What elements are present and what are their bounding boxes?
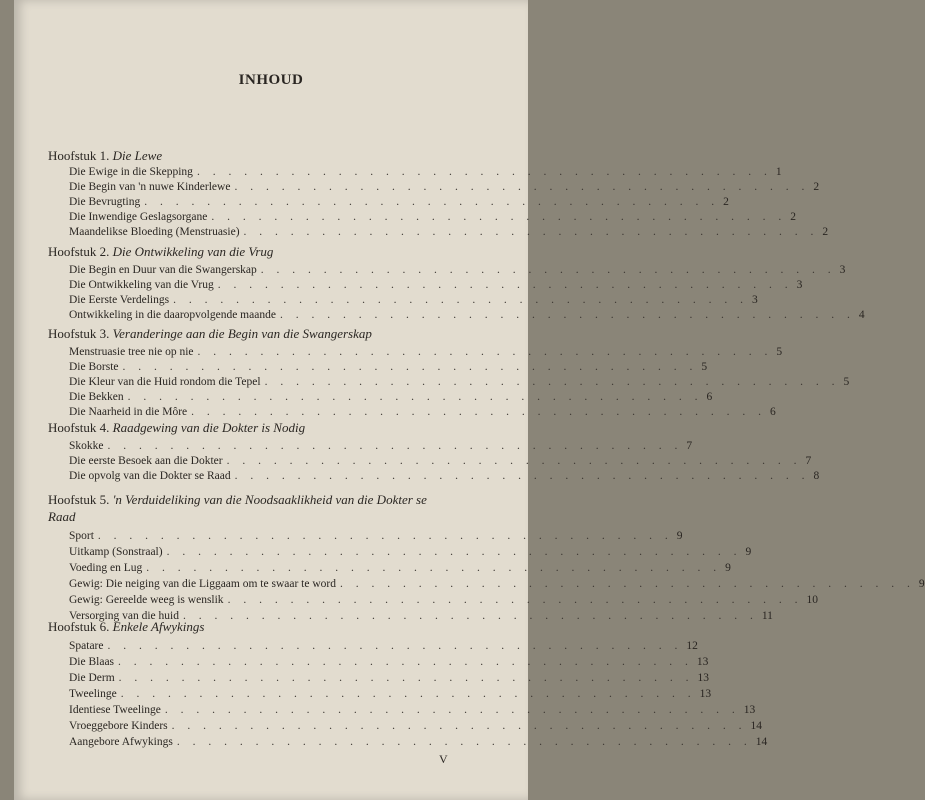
toc-entry-page: 5 (776, 346, 783, 358)
toc-entry-page: 7 (686, 440, 693, 452)
toc-entry-text: Die eerste Besoek aan die Dokter (69, 455, 223, 467)
toc-entry-text: Die Blaas (69, 656, 115, 668)
toc-entry-page: 13 (699, 688, 712, 700)
toc-entry-text: Die Begin en Duur van die Swangerskap (69, 264, 257, 276)
toc-entry-text: Die Ewige in die Skepping (69, 166, 193, 178)
toc-entry-page: 9 (918, 578, 925, 590)
dot-leader: . . . . . . . . . . . . . . . . . . . . . . . . . . . . . . . . . . . . . (211, 211, 787, 223)
toc-entry-page: 13 (697, 672, 710, 684)
toc-entry-text: Die Naarheid in die Môre (69, 406, 188, 418)
toc-entry-page: 6 (706, 391, 713, 403)
toc-entry-page: 13 (743, 704, 756, 716)
chapter-heading (48, 619, 438, 635)
dot-leader: . . . . . . . . . . . . . . . . . . . . . . . . . . . . . . . . . . . . . (339, 578, 915, 590)
dot-leader: . . . . . . . . . . . . . . . . . . . . . . . . . . . . . . . . . . . . . (264, 376, 840, 388)
chapter-number: Hoofstuk 4. (48, 420, 110, 435)
dot-leader: . . . . . . . . . . . . . . . . . . . . . . . . . . . . . . . . . . . . . (120, 688, 696, 700)
toc-entry (69, 293, 758, 307)
toc-entry-page: 14 (755, 736, 768, 748)
toc-entry (69, 360, 708, 374)
toc-entry (69, 375, 850, 389)
toc-entry-page: 7 (805, 455, 812, 467)
toc-entry-page: 8 (813, 470, 820, 482)
toc-entry-text: Die Derm (69, 672, 115, 684)
toc-entry (69, 390, 713, 404)
toc-entry-page: 3 (751, 294, 758, 306)
toc-entry-page: 9 (725, 562, 731, 574)
toc-entry-text: Spatare (69, 640, 104, 652)
toc-entry (69, 345, 783, 359)
toc-entry-text: Voeding en Lug (69, 562, 143, 574)
chapter-heading (48, 148, 438, 164)
dot-leader: . . . . . . . . . . . . . . . . . . . . . . . . . . . . . . . . . . . . . (227, 594, 803, 606)
toc-entry-page: 11 (761, 610, 773, 622)
toc-entry (69, 703, 756, 717)
toc-entry (69, 687, 712, 701)
toc-entry-text: Die Bevrugting (69, 196, 141, 208)
dot-leader: . . . . . . . . . . . . . . . . . . . . . . . . . . . . . . . . . . . . . (118, 672, 694, 684)
page-title: INHOUD (238, 72, 304, 88)
toc-entry-page: 6 (770, 406, 776, 418)
toc-entry-text: Die Bekken (69, 391, 124, 403)
toc-entry-text: Uitkamp (Sonstraal) (69, 546, 163, 558)
toc-entry-text: Identiese Tweelinge (69, 704, 161, 716)
toc-entry-text: Tweelinge (69, 688, 117, 700)
dot-leader: . . . . . . . . . . . . . . . . . . . . . . . . . . . . . . . . . . . . . (197, 346, 773, 358)
toc-entry-page: 3 (796, 279, 803, 291)
dot-leader: . . . . . . . . . . . . . . . . . . . . . . . . . . . . . . . . . . . . . (243, 226, 819, 238)
chapter-number: Hoofstuk 2. (48, 244, 110, 259)
dot-leader: . . . . . . . . . . . . . . . . . . . . . . . . . . . . . . . . . . . . . (176, 736, 752, 748)
toc-entry (69, 278, 803, 292)
toc-entry-text: Die Ontwikkeling van die Vrug (69, 279, 214, 291)
dot-leader: . . . . . . . . . . . . . . . . . . . . . . . . . . . . . . . . . . . . . (166, 546, 742, 558)
dot-leader: . . . . . . . . . . . . . . . . . . . . . . . . . . . . . . . . . . . . . (173, 294, 748, 306)
chapter-title: 'n Verduideliking van die Noodsaaklikheid van die Dokter se Raad (48, 492, 427, 524)
dot-leader: . . . . . . . . . . . . . . . . . . . . . . . . . . . . . . . . . . . . . (107, 440, 683, 452)
toc-entry-text: Gewig: Die neiging van die Liggaam om te swaar te word (69, 578, 336, 590)
toc-entry-page: 3 (839, 264, 846, 276)
toc-entry (69, 655, 709, 669)
dot-leader: . . . . . . . . . . . . . . . . . . . . . . . . . . . . . . . . . . . . . (122, 361, 698, 373)
toc-entry (69, 405, 776, 419)
toc-entry-text: Die Kleur van die Huid rondom die Tepel (69, 376, 261, 388)
dot-leader: . . . . . . . . . . . . . . . . . . . . . . . . . . . . . . . . . . . . . (234, 470, 810, 482)
chapter-title: Die Ontwikkeling van die Vrug (112, 244, 274, 259)
dot-leader: . . . . . . . . . . . . . . . . . . . . . . . . . . . . . . . . . . . . . (191, 406, 767, 418)
chapter-title: Enkele Afwykings (112, 619, 205, 634)
toc-entry-text: Maandelikse Bloeding (Menstruasie) (69, 226, 240, 238)
chapter-heading (48, 491, 428, 525)
toc-entry (69, 165, 782, 179)
dot-leader: . . . . . . . . . . . . . . . . . . . . . . . . . . . . . . . . . . . . . (144, 196, 720, 208)
toc-entry-page: 14 (750, 720, 762, 732)
book-page (14, 0, 925, 800)
toc-entry-text: Die Begin van 'n nuwe Kinderlewe (69, 181, 231, 193)
toc-entry-text: Skokke (69, 440, 104, 452)
toc-entry (69, 577, 925, 591)
toc-entry-page: 2 (822, 226, 829, 238)
chapter-heading (48, 244, 438, 260)
toc-entry (69, 454, 812, 468)
dot-leader: . . . . . . . . . . . . . . . . . . . . . . . . . . . . . . . . . . . . . (234, 181, 810, 193)
toc-entry-page: 2 (723, 196, 729, 208)
dot-leader: . . . . . . . . . . . . . . . . . . . . . . . . . . . . . . . . . . . . . (182, 610, 758, 622)
toc-entry (69, 671, 710, 685)
toc-entry (69, 308, 865, 322)
toc-entry (69, 719, 762, 733)
toc-entry (69, 180, 820, 194)
chapter-heading (48, 420, 438, 436)
page-number: V (439, 752, 448, 766)
toc-entry-text: Aangebore Afwykings (69, 736, 173, 748)
dot-leader: . . . . . . . . . . . . . . . . . . . . . . . . . . . . . . . . . . . . . (118, 656, 693, 668)
dot-leader: . . . . . . . . . . . . . . . . . . . . . . . . . . . . . . . . . . . . . (226, 455, 802, 467)
dot-leader: . . . . . . . . . . . . . . . . . . . . . . . . . . . . . . . . . . . . . (171, 720, 747, 732)
toc-entry-text: Die Eerste Verdelings (69, 294, 170, 306)
dot-leader: . . . . . . . . . . . . . . . . . . . . . . . . . . . . . . . . . . . . . (127, 391, 703, 403)
toc-entry (69, 195, 729, 209)
toc-entry-text: Menstruasie tree nie op nie (69, 346, 194, 358)
dot-leader: . . . . . . . . . . . . . . . . . . . . . . . . . . . . . . . . . . . . . (196, 166, 772, 178)
toc-entry-text: Die Inwendige Geslagsorgane (69, 211, 208, 223)
toc-entry-text: Die Borste (69, 361, 119, 373)
dot-leader: . . . . . . . . . . . . . . . . . . . . . . . . . . . . . . . . . . . . . (146, 562, 722, 574)
chapter-title: Veranderinge aan die Begin van die Swangerskap (112, 326, 372, 341)
toc-entry-text: Sport (69, 530, 94, 542)
toc-entry-page: 9 (745, 546, 752, 558)
toc-entry-page: 9 (676, 530, 683, 542)
toc-entry-text: Versorging van die huid (69, 610, 179, 622)
chapter-title: Raadgewing van die Dokter is Nodig (112, 420, 306, 435)
toc-entry (69, 529, 683, 543)
toc-entry-page: 2 (790, 211, 797, 223)
toc-entry-page: 4 (858, 309, 865, 321)
toc-entry (69, 561, 731, 575)
dot-leader: . . . . . . . . . . . . . . . . . . . . . . . . . . . . . . . . . . . . . (260, 264, 836, 276)
toc-entry-text: Gewig: Gereelde weeg is wenslik (69, 594, 224, 606)
chapter-number: Hoofstuk 5. (48, 492, 110, 507)
chapter-number: Hoofstuk 6. (48, 619, 110, 634)
toc-entry-text: Vroeggebore Kinders (69, 720, 168, 732)
chapter-heading (48, 326, 438, 342)
toc-entry-text: Die opvolg van die Dokter se Raad (69, 470, 231, 482)
toc-entry (69, 639, 698, 653)
toc-entry (69, 210, 797, 224)
toc-entry (69, 469, 820, 483)
toc-entry-page: 13 (696, 656, 709, 668)
dot-leader: . . . . . . . . . . . . . . . . . . . . . . . . . . . . . . . . . . . . . (217, 279, 793, 291)
toc-entry-text: Ontwikkeling in die daaropvolgende maande (69, 309, 276, 321)
toc-entry-page: 2 (813, 181, 820, 193)
dot-leader: . . . . . . . . . . . . . . . . . . . . . . . . . . . . . . . . . . . . . (279, 309, 855, 321)
toc-entry-page: 5 (843, 376, 850, 388)
toc-entry-page: 1 (775, 166, 782, 178)
chapter-number: Hoofstuk 3. (48, 326, 110, 341)
chapter-title: Die Lewe (112, 148, 163, 163)
toc-entry (69, 439, 693, 453)
toc-entry (69, 593, 818, 607)
toc-entry (69, 735, 768, 749)
toc-entry (69, 225, 829, 239)
dot-leader: . . . . . . . . . . . . . . . . . . . . . . . . . . . . . . . . . . . . . (164, 704, 740, 716)
toc-entry-page: 10 (806, 594, 818, 606)
toc-entry-page: 5 (701, 361, 708, 373)
dot-leader: . . . . . . . . . . . . . . . . . . . . . . . . . . . . . . . . . . . . . (97, 530, 673, 542)
dot-leader: . . . . . . . . . . . . . . . . . . . . . . . . . . . . . . . . . . . . . (107, 640, 683, 652)
toc-entry (69, 545, 752, 559)
toc-entry-page: 12 (686, 640, 698, 652)
chapter-number: Hoofstuk 1. (48, 148, 110, 163)
toc-entry (69, 263, 846, 277)
